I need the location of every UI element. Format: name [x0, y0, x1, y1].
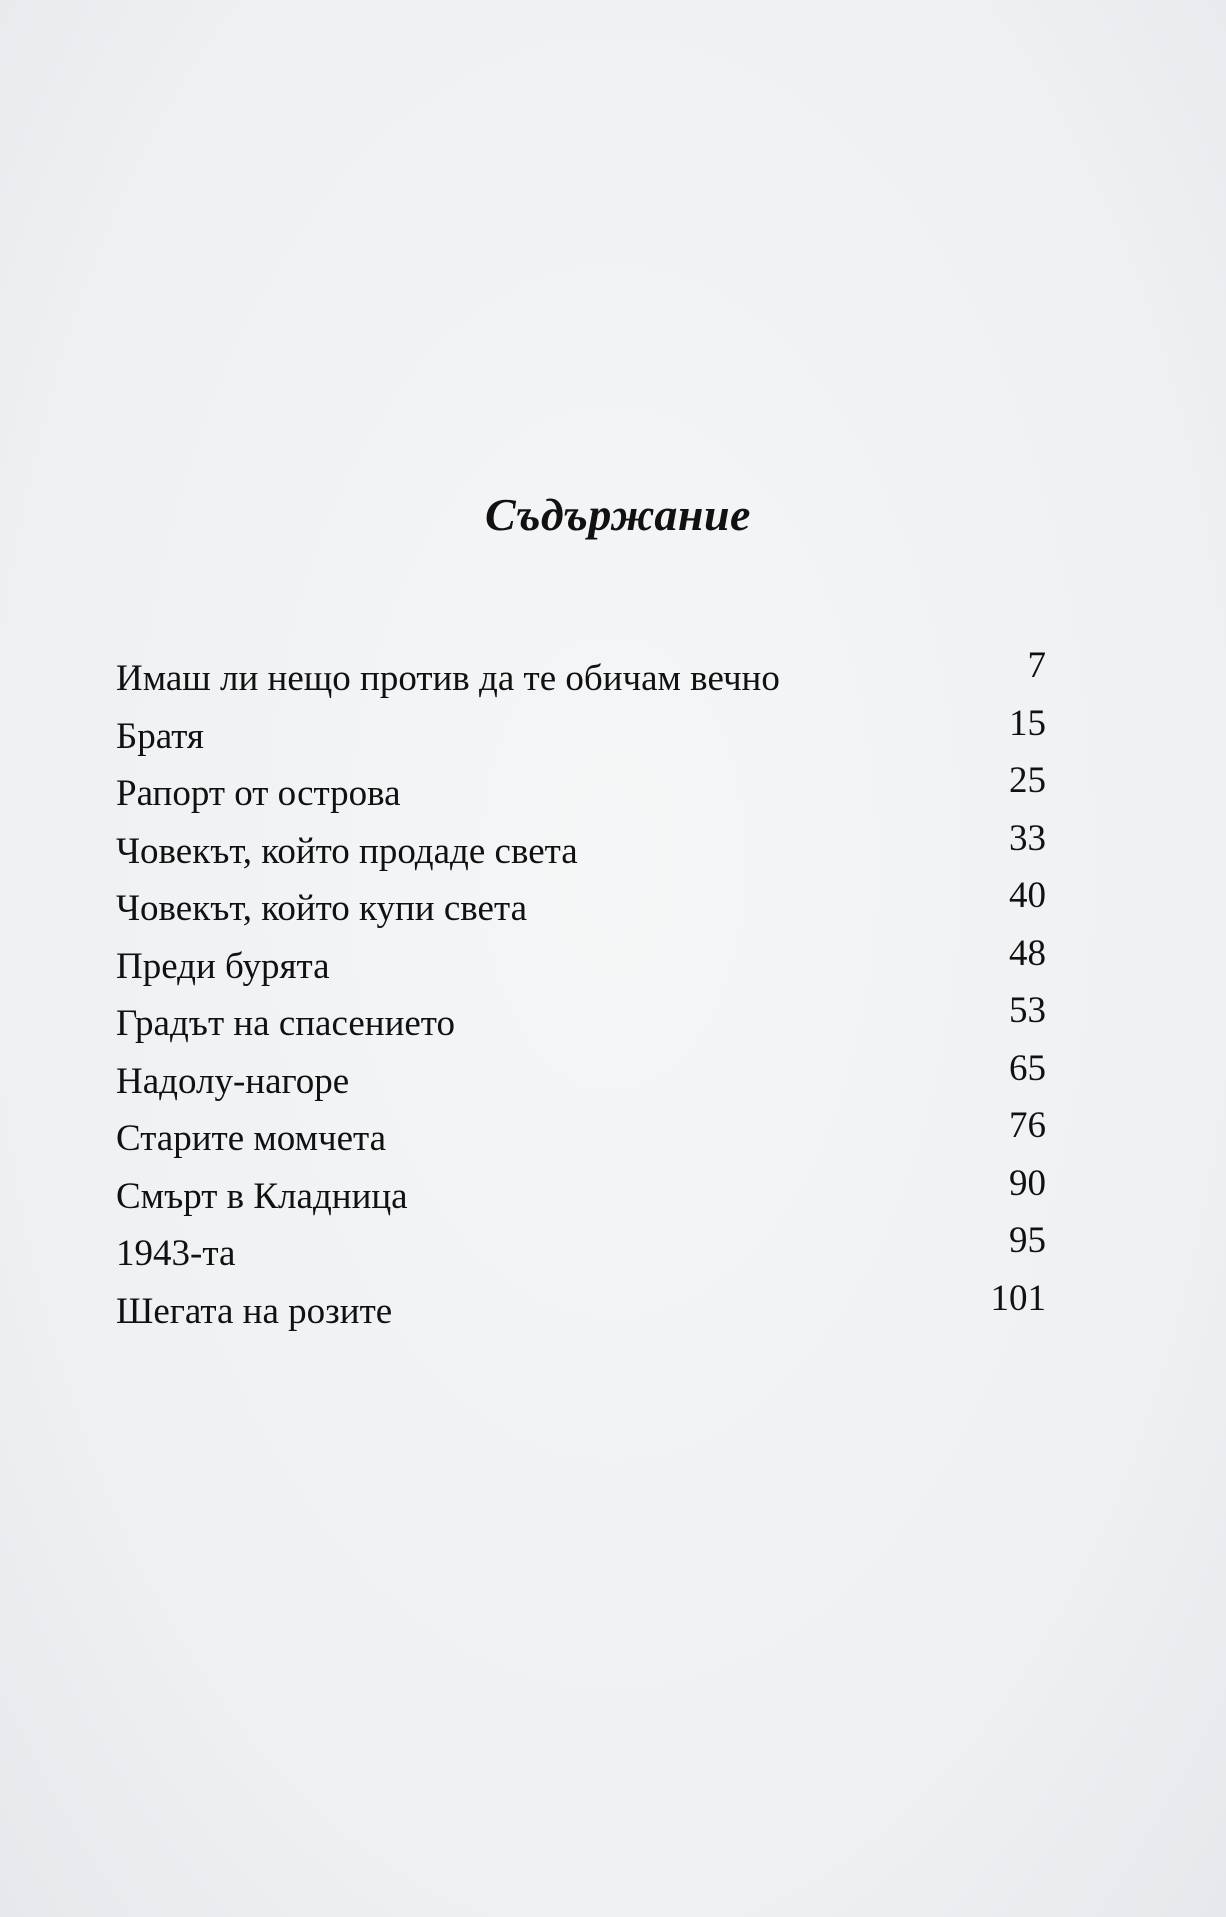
toc-entry-title: Старите момчета [116, 1118, 387, 1159]
toc-entry-page: 25 [1009, 760, 1046, 801]
toc-entry-page: 48 [1009, 932, 1046, 974]
toc-entry-title: Градът на спасението [116, 1003, 455, 1044]
toc-entry-page: 76 [1009, 1105, 1046, 1146]
toc-entry [116, 760, 1046, 823]
toc-entry [116, 817, 1046, 881]
toc-entry-page: 15 [1009, 702, 1046, 744]
toc-entry-title: Братя [116, 715, 204, 757]
toc-entry [116, 1047, 1046, 1111]
toc-entry-title: Надолу-нагоре [116, 1060, 350, 1102]
table-of-contents [116, 645, 1046, 1340]
toc-entry [116, 932, 1046, 996]
toc-entry [116, 990, 1046, 1053]
toc-entry-title: Човекът, който продаде света [116, 830, 578, 872]
toc-entry-page: 90 [1009, 1162, 1046, 1204]
toc-entry-title: Шегата на розите [116, 1290, 393, 1332]
toc-entry-title: Имаш ли нещо против да те обичам вечно [116, 658, 780, 699]
toc-entry [116, 1220, 1046, 1283]
toc-entry-page: 33 [1009, 817, 1046, 859]
toc-entry-title: Рапорт от острова [116, 773, 401, 814]
toc-entry [116, 702, 1046, 766]
toc-entry [116, 645, 1046, 708]
toc-entry [116, 1162, 1046, 1226]
toc-entry-page: 53 [1009, 990, 1046, 1031]
toc-entry [116, 1105, 1046, 1168]
toc-entry-page: 7 [1027, 645, 1046, 686]
toc-entry [116, 875, 1046, 938]
toc-entry-title: Човекът, който купи света [116, 888, 527, 929]
toc-entry-title: Преди бурята [116, 945, 330, 987]
toc-entry-page: 95 [1009, 1220, 1046, 1261]
toc-entry-page: 40 [1009, 875, 1046, 916]
toc-entry-page: 101 [990, 1277, 1046, 1319]
toc-entry [116, 1277, 1046, 1341]
toc-title: Съдържание [485, 489, 751, 540]
toc-entry-page: 65 [1009, 1047, 1046, 1089]
toc-entry-title: Смърт в Кладница [116, 1175, 408, 1217]
toc-entry-title: 1943-та [116, 1233, 236, 1274]
